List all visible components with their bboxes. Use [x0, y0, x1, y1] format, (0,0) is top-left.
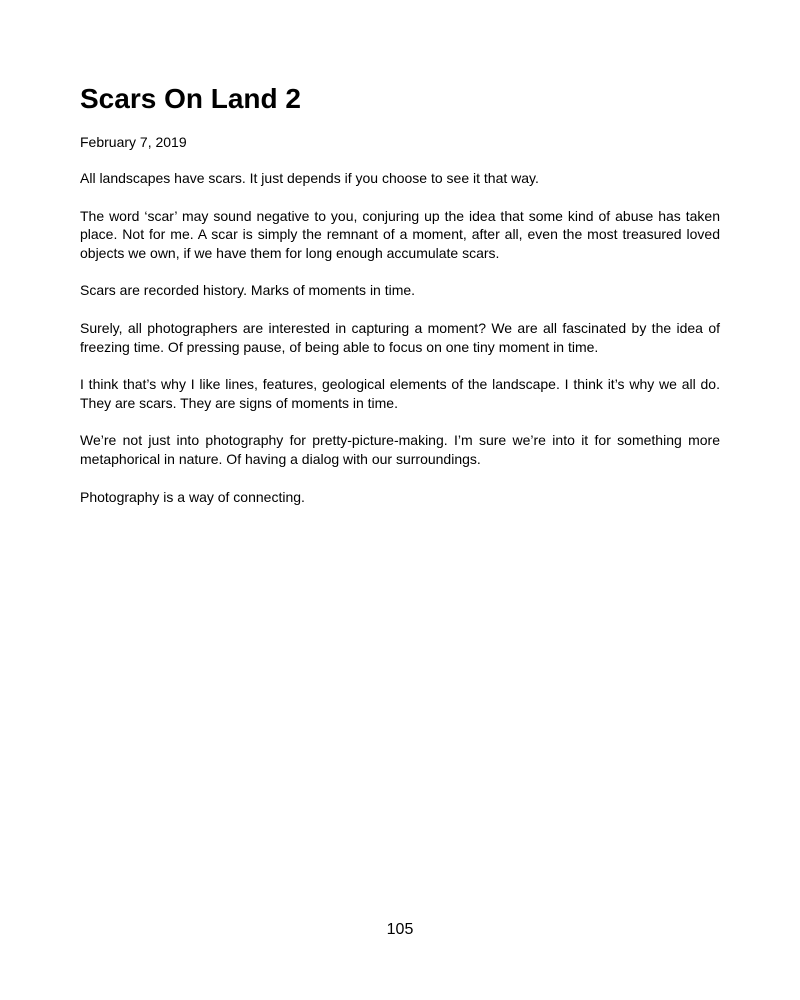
- paragraph: Photography is a way of connecting.: [80, 488, 305, 505]
- paragraph: I think that’s why I like lines, features, geological elements of the landscape. I think it’s why we all do. They are scars. They are signs of moments in time.: [80, 376, 720, 411]
- paragraph: All landscapes have scars. It just depends if you choose to see it that way.: [80, 170, 539, 186]
- paragraph: Scars are recorded history. Marks of moments in time.: [80, 282, 416, 299]
- paragraph: We’re not just into photography for pretty-picture-making. I’m sure we’re into it for something more metaphorical in nature. Of having a dialog with our surroundings.: [80, 432, 720, 467]
- page-number: 105: [386, 921, 414, 938]
- paragraph: The word ‘scar’ may sound negative to you, conjuring up the idea that some kind of abuse has taken place. Not for me. A scar is simply the remnant of a moment, after all, even the most treasured loved objects we own, if we have them for long enough accumulate scars.: [80, 207, 720, 261]
- paragraph: Surely, all photographers are interested in capturing a moment? We are all fascinated by the idea of freezing time. Of pressing pause, of being able to focus on one tiny moment in time.: [80, 319, 720, 355]
- page-title: Scars On Land 2: [80, 83, 301, 114]
- post-date: February 7, 2019: [80, 134, 187, 150]
- article-body: [80, 169, 720, 525]
